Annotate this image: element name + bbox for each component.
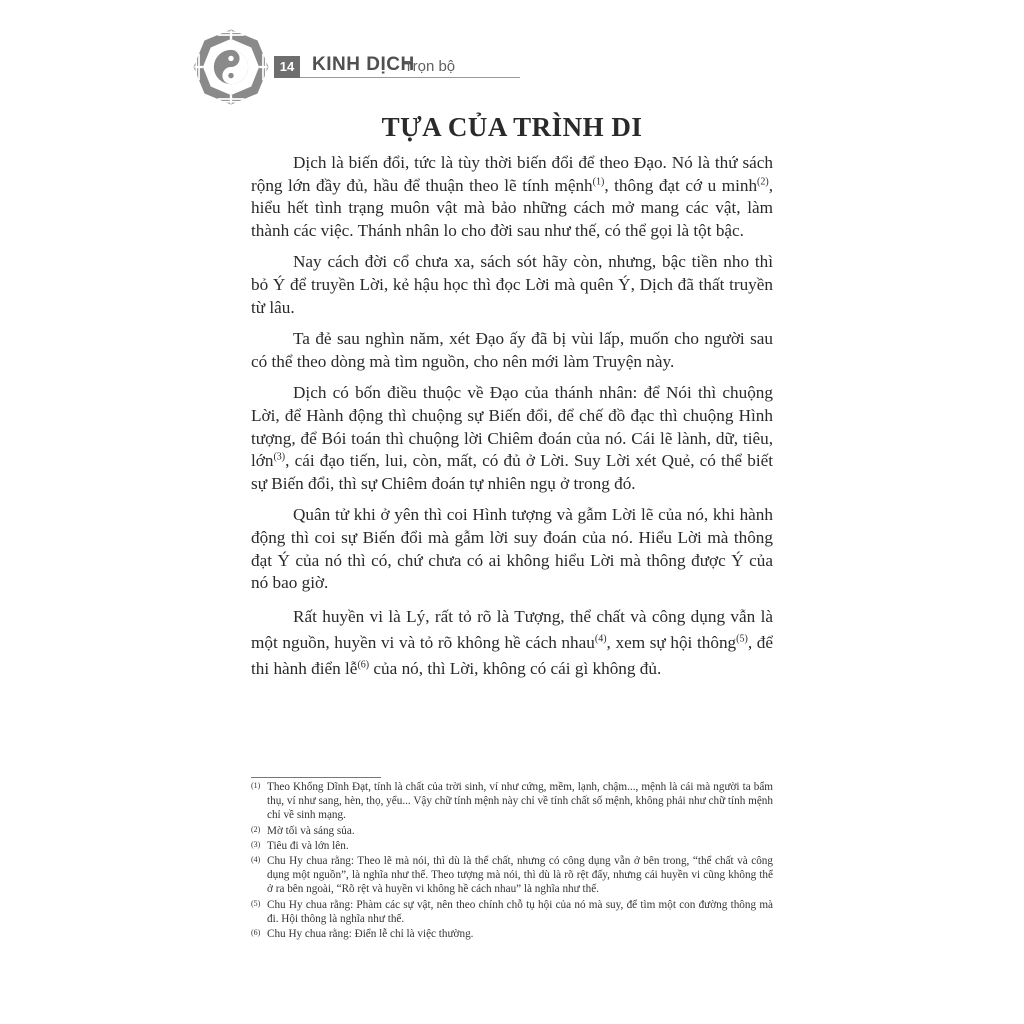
footnote-mark: (1) [251, 781, 261, 790]
chapter-title: TỰA CỦA TRÌNH DI [381, 112, 643, 142]
page-number: 14 [274, 56, 300, 78]
text-run: Ta đẻ sau nghìn năm, xét Đạo ấy đã bị vùi lấp, muốn cho người sau có thể theo dòng mà tìm nguồn, cho nên mới làm Truyện này. [251, 329, 773, 371]
text-run: Nay cách đời cổ chưa xa, sách sót hãy còn, nhưng, bậc tiền nho thì bỏ Ý để truyền Lời, kẻ hậu học thì đọc Lời mà quên Ý, Dịch đã thất truyền từ lâu. [251, 252, 773, 317]
footnote [251, 839, 773, 853]
paragraph [251, 382, 773, 495]
text-run: , hiểu hết tình trạng muôn vật mà bảo những cách mở mang các vật, làm thành các việc. Thánh nhân lo cho đời sau như thế, có thể gọi là tột bậc. [251, 175, 774, 240]
footnote-text: Mờ tối và sáng sủa. [267, 824, 355, 837]
footnote-ref: (1) [592, 175, 605, 187]
footnote-ref: (2) [757, 175, 769, 187]
text-run: , thông đạt cớ u minh [604, 175, 758, 195]
footnote-mark: (2) [251, 824, 261, 834]
footnote [251, 898, 773, 926]
paragraph [251, 328, 773, 373]
footnote-text: Tiêu đi và lớn lên. [267, 839, 349, 852]
text-run: , cái đạo tiến, lui, còn, mất, có đủ ở Lời. Suy Lời xét Quẻ, có thể biết sự Biến đổi, thì sự Chiêm đoán tự nhiên ngụ ở trong đó. [251, 451, 773, 493]
text-run: Dịch là biến đổi, tức là tùy thời biến đổi để theo Đạo. Nó là thứ sách rộng lớn đầy đủ, hầu để thuận theo lẽ tính mệnh [251, 153, 773, 195]
book-subtitle: Trọn bộ [404, 58, 456, 75]
footnote-text: Chu Hy chua rằng: Điển lễ chỉ là việc thường. [267, 928, 474, 941]
paragraph [251, 504, 773, 594]
footnote-ref: (4) [594, 632, 607, 644]
paragraph [251, 152, 773, 242]
text-run: Dịch có bốn điều thuộc về Đạo của thánh nhân: để Nói thì chuộng Lời, để Hành động thì chuộng sự Biến đổi, để chế đồ đạc thì chuộng Hình tượng, để Bói toán thì chuộng lời Chiêm đoán của nó. Cái lẽ lành, dữ, tiêu, lớn [251, 383, 773, 471]
paragraph [251, 251, 773, 319]
text-run: , xem sự hội thông [606, 632, 737, 652]
footnote-text: Chu Hy chua rằng: Theo lẽ mà nói, thì dù là thể chất, nhưng có công dụng vẫn ở bên trong, “thể chất và công dụng một nguồn”, là nghĩa như thế. Theo tượng mà nói, thì dù là rõ rệt đấy, nhưng cái huyền vi cũng không thể ở ra bên ngoài, “Rõ rệt và huyền vi không hề cách nhau” là nghĩa như thế. [267, 855, 773, 896]
text-run: Rất huyền vi là Lý, rất tỏ rõ là Tượng, thể chất và công dụng vẫn là một nguồn, huyền vi và tỏ rõ không hề cách nhau [251, 606, 773, 652]
footnotes [251, 780, 773, 942]
paragraph [251, 604, 773, 682]
header-rule [300, 77, 520, 78]
footnote [251, 780, 773, 823]
text-run: của nó, thì Lời, không có cái gì không đủ. [369, 658, 662, 678]
footnote [251, 824, 773, 838]
footnote [251, 854, 773, 897]
footnote-mark: (3) [251, 839, 261, 849]
footnote-ref: (5) [736, 632, 748, 644]
running-header [192, 28, 792, 108]
book-title: KINH DỊCH [312, 54, 415, 75]
footnote-mark: (5) [251, 898, 261, 908]
footnote-text: Theo Khổng Dĩnh Đạt, tính là chất của trời sinh, ví như cứng, mềm, lạnh, chậm..., mệnh là cái mà người ta bẩm thụ, ví như sang, hèn, thọ, yểu... Vậy chữ tính mệnh này chỉ về tính chất số mệnh, không phải như chữ tính mệnh chỉ về sinh mạng. [267, 781, 773, 822]
footnote-mark: (4) [251, 855, 261, 865]
bagua-yin-yang-icon [192, 28, 270, 106]
text-run: Quân tử khi ở yên thì coi Hình tượng và gẫm Lời lẽ của nó, khi hành động thì coi sự Biến đổi mà gẫm lời suy đoán của nó. Hiểu Lời mà thông đạt Ý của nó thì có, chứ chưa có ai không hiểu Lời mà thông được Ý của nó bao giờ. [251, 505, 773, 593]
footnote-ref: (3) [273, 451, 286, 463]
body-text [251, 152, 773, 691]
footnote-rule [251, 777, 381, 778]
footnote-text: Chu Hy chua rằng: Phàm các sự vật, nên theo chính chỗ tụ hội của nó mà suy, để tìm một con đường thông mà đi. Hội thông là nghĩa như thế. [267, 898, 773, 925]
footnote-ref: (6) [357, 658, 370, 670]
text-run: , để thi hành điển lễ [251, 632, 773, 678]
footnote-mark: (6) [251, 928, 261, 938]
footnote [251, 927, 773, 941]
